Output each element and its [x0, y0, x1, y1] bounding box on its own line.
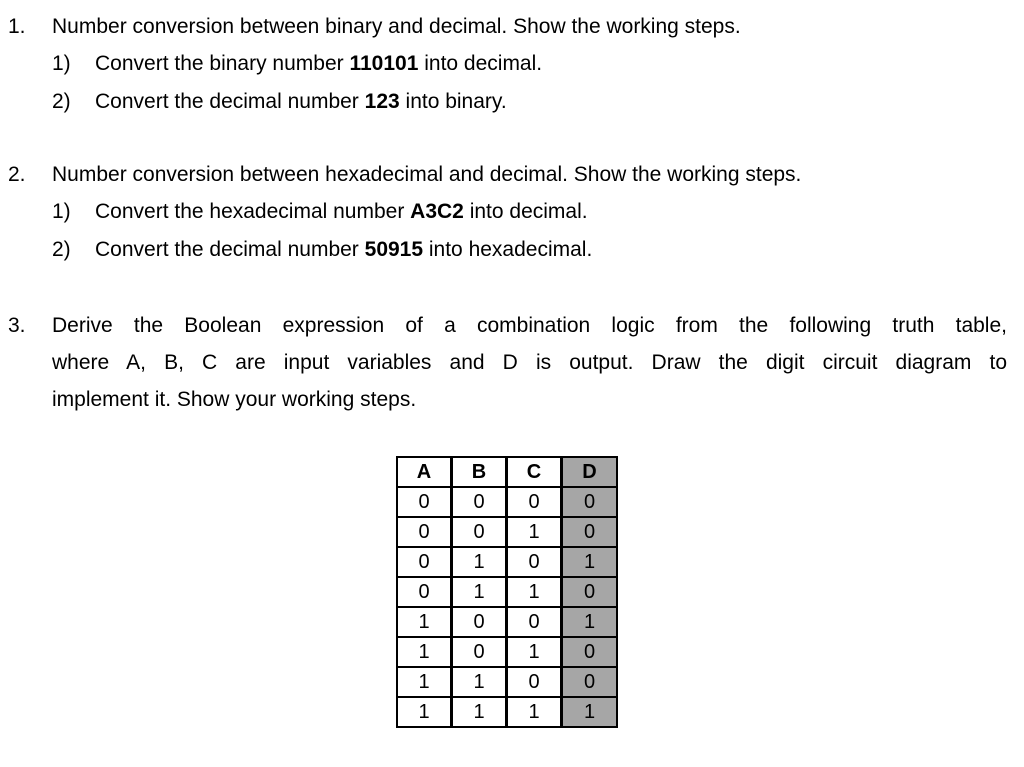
question-1	[0, 8, 1024, 121]
sub-question-2-1	[0, 193, 1024, 231]
question-text: Number conversion between binary and decimal. Show the working steps.	[52, 15, 741, 38]
table-row	[397, 607, 617, 637]
table-cell: 0	[562, 667, 618, 697]
table-cell: 1	[452, 577, 507, 607]
table-cell: 0	[562, 577, 618, 607]
text-suffix: into decimal.	[418, 52, 543, 75]
table-cell: 0	[397, 487, 452, 517]
sub-question-1-2	[0, 83, 1024, 121]
sub-question-number: 1)	[52, 52, 71, 75]
truth-table-body	[397, 487, 617, 727]
bold-value: A3C2	[410, 200, 464, 223]
table-cell: 1	[452, 697, 507, 727]
table-cell: 0	[562, 637, 618, 667]
sub-question-text	[95, 83, 507, 121]
text-suffix: into binary.	[399, 90, 507, 113]
table-cell: 0	[452, 517, 507, 547]
question-text: Number conversion between hexadecimal and decimal. Show the working steps.	[52, 163, 802, 186]
question-2-header	[0, 156, 1024, 193]
table-cell: 0	[452, 487, 507, 517]
table-cell: 0	[507, 607, 562, 637]
sub-question-number: 2)	[52, 238, 71, 261]
table-row	[397, 637, 617, 667]
text-prefix: Convert the decimal number	[95, 90, 365, 113]
table-row	[397, 577, 617, 607]
table-cell: 0	[397, 517, 452, 547]
question-number: 1.	[8, 15, 26, 38]
table-cell: 1	[562, 547, 618, 577]
text-prefix: Convert the decimal number	[95, 238, 365, 261]
table-row	[397, 697, 617, 727]
table-cell: 1	[452, 667, 507, 697]
table-cell: 1	[507, 517, 562, 547]
question-number: 2.	[8, 163, 26, 186]
table-cell: 0	[507, 547, 562, 577]
table-cell: 1	[507, 577, 562, 607]
table-cell: 1	[397, 637, 452, 667]
table-cell: 0	[562, 487, 618, 517]
sub-question-text	[95, 45, 542, 83]
table-cell: 0	[452, 637, 507, 667]
table-row	[397, 517, 617, 547]
text-prefix: Convert the binary number	[95, 52, 350, 75]
truth-table-header-row	[397, 457, 617, 487]
question-3	[0, 307, 1024, 411]
question-1-header	[0, 8, 1024, 45]
question-text-line: where A, B, C are input variables and D is output. Draw the digit circuit diagram to	[52, 351, 1007, 374]
table-cell: 1	[397, 667, 452, 697]
question-text-line: implement it. Show your working steps.	[52, 388, 417, 411]
sub-question-number: 2)	[52, 90, 71, 113]
table-cell: 0	[562, 517, 618, 547]
text-suffix: into hexadecimal.	[423, 238, 593, 261]
text-prefix: Convert the hexadecimal number	[95, 200, 411, 223]
question-2	[0, 156, 1024, 269]
table-cell: 0	[452, 607, 507, 637]
table-cell: 1	[397, 697, 452, 727]
column-header-c: C	[507, 457, 562, 487]
table-cell: 0	[507, 667, 562, 697]
table-cell: 0	[397, 577, 452, 607]
bold-value: 123	[364, 90, 400, 113]
sub-question-text	[95, 231, 592, 269]
sub-question-text	[95, 193, 588, 231]
table-cell: 1	[507, 697, 562, 727]
question-text-line: Derive the Boolean expression of a combination logic from the following truth table,	[52, 314, 1007, 337]
table-cell: 1	[452, 547, 507, 577]
table-row	[397, 667, 617, 697]
question-text	[52, 307, 1007, 418]
sub-question-number: 1)	[52, 200, 71, 223]
question-number: 3.	[8, 314, 26, 337]
column-header-b: B	[452, 457, 507, 487]
column-header-a: A	[397, 457, 452, 487]
table-cell: 1	[562, 697, 618, 727]
table-cell: 0	[397, 547, 452, 577]
table-row	[397, 547, 617, 577]
table-cell: 1	[397, 607, 452, 637]
sub-question-2-2	[0, 231, 1024, 269]
truth-table	[396, 456, 618, 728]
text-suffix: into decimal.	[463, 200, 588, 223]
table-cell: 1	[562, 607, 618, 637]
table-row	[397, 487, 617, 517]
column-header-d: D	[562, 457, 618, 487]
table-cell: 0	[507, 487, 562, 517]
sub-question-1-1	[0, 45, 1024, 83]
bold-value: 110101	[349, 52, 419, 75]
bold-value: 50915	[364, 238, 424, 261]
table-cell: 1	[507, 637, 562, 667]
